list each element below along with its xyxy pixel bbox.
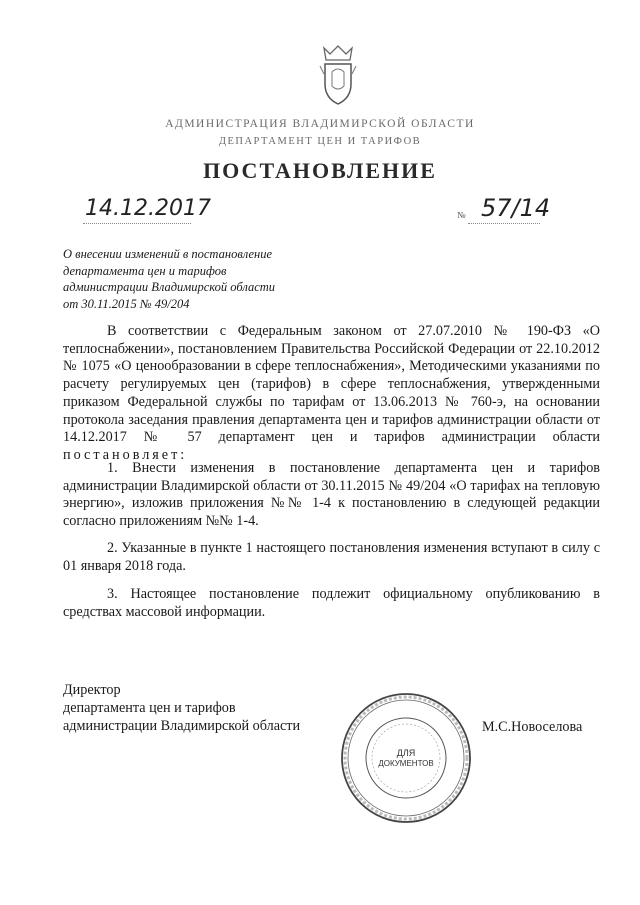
number-prefix: №: [457, 210, 466, 220]
decree-item-2: 2. Указанные в пункте 1 настоящего постановления изменения вступают в силу с 01 января 2018 года.: [63, 540, 600, 574]
document-number: 57/14: [481, 194, 551, 222]
number-underline: [468, 222, 540, 224]
official-seal-stamp: [338, 690, 474, 826]
decree-item-1: 1. Внести изменения в постановление департамента цен и тарифов администрации Владимирской области от 30.11.2015 № 49/204 «О тарифах на тепловую энергию», изложив приложения №№ 1-4 к постановлению в следующей редакции согласно приложениям №№ 1-4.: [63, 460, 600, 530]
subject-line: департамента цен и тарифов: [63, 263, 227, 278]
administration-name: АДМИНИСТРАЦИЯ ВЛАДИМИРСКОЙ ОБЛАСТИ: [165, 118, 475, 130]
stamp-label: ДЛЯ: [396, 748, 416, 758]
preamble-text: В соответствии с Федеральным законом от 27.07.2010 № 190-ФЗ «О теплоснабжении», постановлением Правительства Российской Федерации от 22.10.2012 № 1075 «О ценообразовании в сфере теплоснабжения», Методическими указаниями по расчету регулируемых цен (тарифов) в сфере теплоснабжения, утвержденными приказом Федеральной службы по тарифам от 13.06.2013 № 760-э, на основании протокола заседания правления департамента цен и тарифов администрации области от 14.12.2017 № 57 департамент цен и тарифов администрации области: [63, 323, 600, 446]
subject-line: от 30.11.2015 № 49/204: [63, 296, 190, 311]
signer-name: М.С.Новоселова: [482, 719, 583, 735]
date-underline: [83, 222, 191, 224]
position-line: департамента цен и тарифов: [63, 700, 236, 716]
document-subject: [63, 246, 323, 312]
decree-word: постановляет:: [63, 446, 188, 463]
coat-of-arms-icon: [316, 44, 360, 108]
department-name: ДЕПАРТАМЕНТ ЦЕН И ТАРИФОВ: [218, 136, 422, 147]
stamp-label: ДОКУМЕНТОВ: [378, 759, 434, 768]
decree-item-3: 3. Настоящее постановление подлежит официальному опубликованию в средствах массовой информации.: [63, 586, 600, 620]
subject-line: О внесении изменений в постановление: [63, 247, 273, 261]
document-date: 14.12.2017: [85, 196, 211, 221]
position-line: Директор: [63, 682, 121, 698]
document-title: ПОСТАНОВЛЕНИЕ: [203, 158, 437, 183]
preamble-paragraph: [63, 323, 600, 465]
subject-line: администрации Владимирской области: [63, 280, 276, 294]
position-line: администрации Владимирской области: [63, 718, 301, 734]
signer-position: [63, 681, 300, 735]
